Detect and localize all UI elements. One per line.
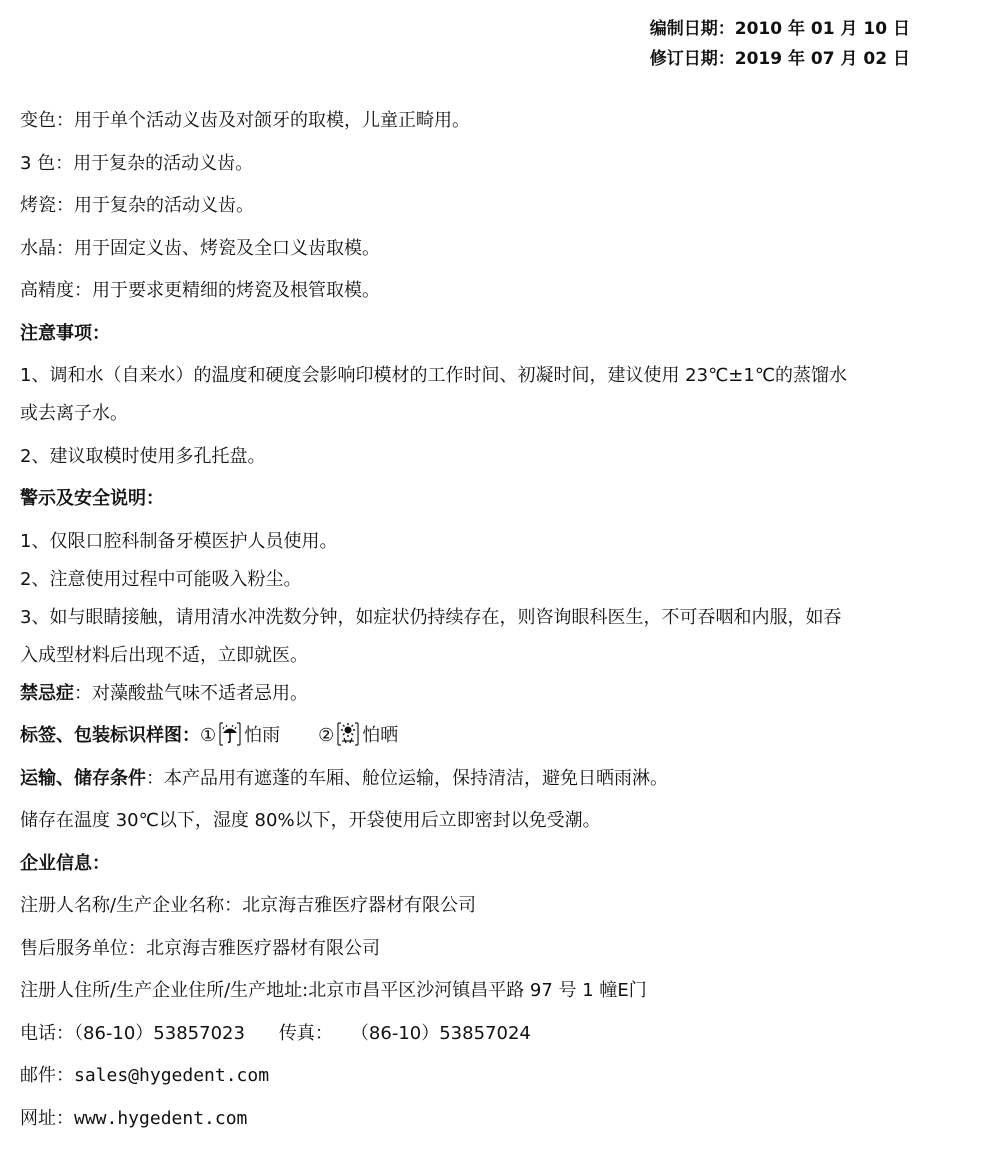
packaging-label-line: [20, 717, 980, 760]
note-2: 2、建议取模时使用多孔托盘。: [20, 445, 266, 467]
website-value: www.hygedent.com: [74, 1107, 248, 1129]
transport-line: [20, 760, 980, 803]
document-body: [20, 102, 980, 1142]
keep-dry-label: 怕雨: [244, 725, 281, 746]
sun-icon: [336, 721, 360, 747]
fax-label: 传真：: [278, 1022, 333, 1044]
contact-line: [20, 1015, 980, 1058]
address-line: 注册人住所/生产企业住所/生产地址:北京市昌平区沙河镇昌平路 97 号 1 幢E门: [20, 980, 647, 1001]
marker-1: ①: [200, 725, 217, 746]
revised-date: 修订日期：2019 年 07 月 02 日: [649, 49, 910, 69]
marker-2: ②: [318, 725, 335, 746]
service-line: 售后服务单位：北京海吉雅医疗器材有限公司: [20, 937, 380, 959]
registrant-line: 注册人名称/生产企业名称：北京海吉雅医疗器材有限公司: [20, 895, 477, 916]
notes-heading: 注意事项：: [20, 322, 110, 344]
email-value: sales@hygedent.com: [74, 1065, 270, 1086]
transport-label: 运输、储存条件: [20, 767, 146, 789]
contraindication-line: [20, 675, 980, 718]
phone-label: 电话：: [20, 1022, 74, 1044]
storage-line: 储存在温度 30℃以下，湿度 80%以下，开袋使用后立即密封以免受潮。: [20, 810, 601, 831]
transport-text: ：本产品用有遮蓬的车厢、舱位运输，保持清洁，避免日晒雨淋。: [146, 767, 668, 789]
website-line: [20, 1100, 980, 1143]
warning-2: 2、注意使用过程中可能吸入粉尘。: [20, 568, 302, 590]
website-label: 网址：: [20, 1107, 74, 1129]
company-heading: 企业信息：: [20, 852, 110, 874]
usage-line-4: 水晶：用于固定义齿、烤瓷及全口义齿取模。: [20, 237, 380, 259]
warnings-heading: 警示及安全说明：: [20, 488, 164, 509]
keep-from-sun-label: 怕晒: [362, 725, 399, 746]
warning-1: 1、仅限口腔科制备牙模医护人员使用。: [20, 530, 338, 552]
contraindication-text: ：对藻酸盐气味不适者忌用。: [74, 682, 308, 704]
email-label: 邮件：: [20, 1065, 74, 1086]
packaging-label: 标签、包装标识样图：: [20, 725, 200, 746]
usage-line-5: 高精度：用于要求更精细的烤瓷及根管取模。: [20, 280, 380, 301]
note-1b: 或去离子水。: [20, 403, 128, 424]
usage-line-3: 烤瓷：用于复杂的活动义齿。: [20, 195, 254, 216]
email-line: [20, 1057, 980, 1100]
contraindication-label: 禁忌症: [20, 682, 74, 704]
usage-line-2: 3 色：用于复杂的活动义齿。: [20, 152, 254, 174]
compiled-date: 编制日期：2010 年 01 月 10 日: [649, 19, 910, 39]
warning-3b: 入成型材料后出现不适，立即就医。: [20, 644, 308, 666]
usage-line-1: 变色：用于单个活动义齿及对颌牙的取模，儿童正畸用。: [20, 110, 470, 131]
phone-value: （86-10）53857023: [74, 1022, 245, 1044]
fax-value: （86-10）53857024: [350, 1022, 531, 1044]
date-block: [650, 14, 910, 74]
note-1a: 1、调和水（自来水）的温度和硬度会影响印模材的工作时间、初凝时间，建议使用 23℃±1℃的蒸馏水: [20, 365, 848, 386]
warning-3a: 3、如与眼睛接触，请用清水冲洗数分钟，如症状仍持续存在，则咨询眼科医生，不可吞咽和内服，如吞: [20, 606, 842, 628]
umbrella-rain-icon: [218, 721, 242, 747]
